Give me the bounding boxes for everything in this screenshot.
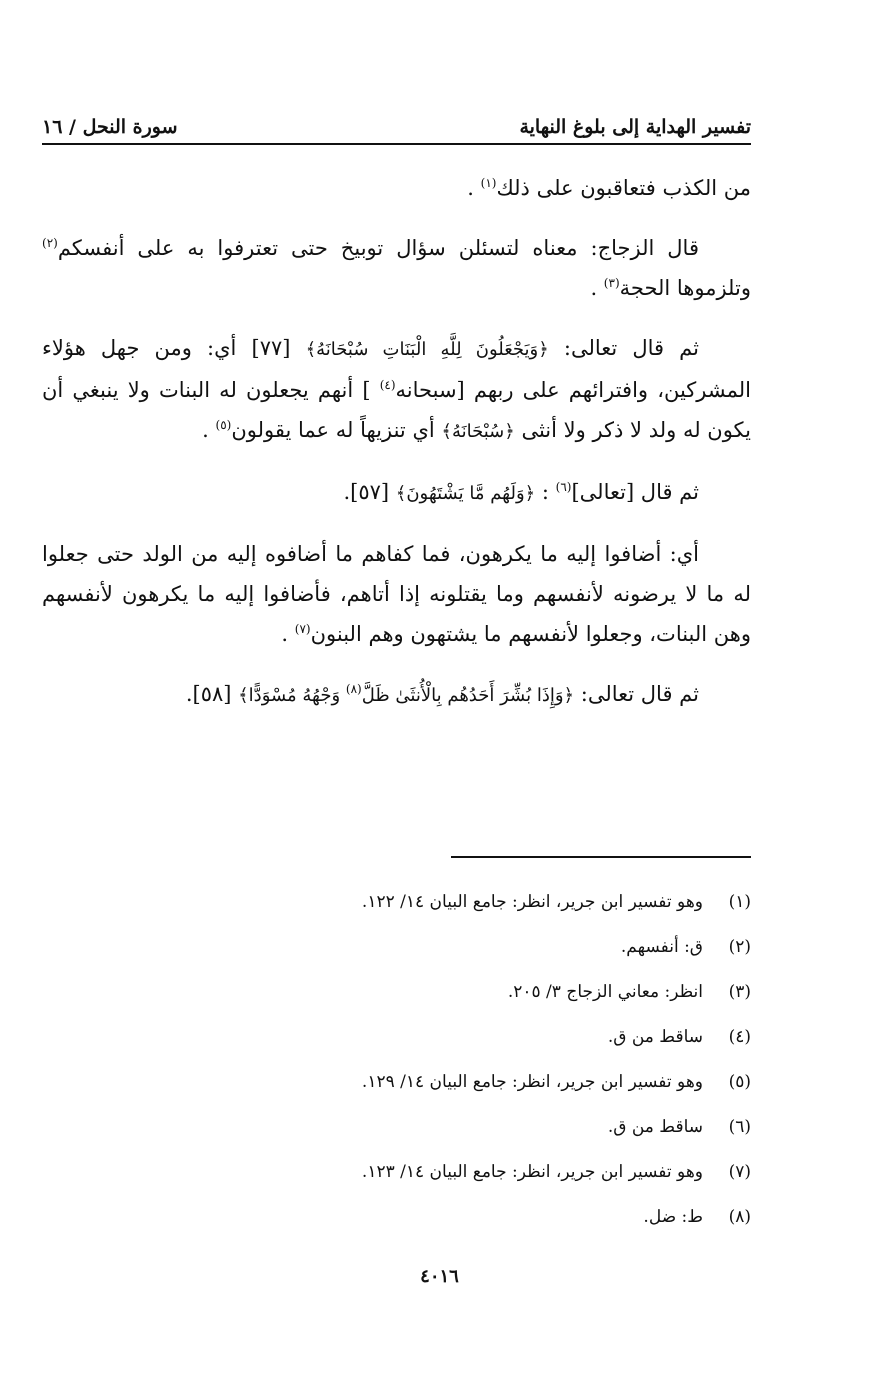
text-run: أي: أضافوا إليه ما يكرهون، فما كفاهم ما أضافوه إليه من الولد حتى جعلوا له ما لا يرضونه لأنفسهم وما يقتلونه إذا أتاهم، فأضافوا إليه ما يكرهون لأنفسهم وهن البنات، وجعلوا لأنفسهم ما يشتهون وهم البنون (42, 542, 751, 646)
book-title: تفسير الهداية إلى بلوغ النهاية (519, 116, 751, 138)
text-run: . (467, 176, 481, 200)
surah-label: سورة النحل / ١٦ (42, 116, 178, 138)
quran-verse: ﴿سُبْحَانَهُ﴾ (441, 421, 515, 442)
text-run: أي تنزيهاً له عما يقولون (231, 418, 442, 442)
footnote-reference: (٣) (603, 276, 620, 290)
footnote-text: ساقط من ق. (607, 1117, 703, 1137)
footnote-item (100, 970, 751, 1015)
text-run: ثم قال تعالى: (548, 336, 699, 360)
footnote-number: (٣) (728, 982, 751, 1002)
quran-verse: ﴿وَيَجْعَلُونَ لِلَّهِ الْبَنَاتِ سُبْحَانَهُ﴾ (305, 339, 549, 360)
main-text (42, 168, 751, 736)
footnote-number: (٦) (728, 1117, 751, 1137)
footnote-reference: (٢) (42, 236, 58, 250)
footnote-number: (٤) (728, 1027, 751, 1047)
footnote-number: (٨) (728, 1207, 751, 1227)
footnote-reference: (٧) (294, 622, 311, 636)
text-run: ثم قال [تعالى] (571, 480, 699, 504)
quran-verse: ﴿وَلَهُم مَّا يَشْتَهُونَ﴾ (395, 483, 536, 504)
footnote-number: (٧) (728, 1162, 751, 1182)
footnote-text: وهو تفسير ابن جرير، انظر: جامع البيان ١٤/ ١٢٢. (361, 892, 703, 912)
quran-verse: وَجْهُهُ مُسْوَدًّا﴾ (238, 685, 346, 706)
footnote-item (100, 1060, 751, 1105)
text-run: [٥٨]. (185, 682, 239, 706)
text-run: وتلزموها الحجة (619, 276, 751, 300)
footnote-reference: (٨) (345, 682, 362, 696)
text-run: . (281, 622, 295, 646)
footnote-text: وهو تفسير ابن جرير، انظر: جامع البيان ١٤/ ١٢٣. (361, 1162, 703, 1182)
text-run: ] أنهم يجعلون له البنات ولا ينبغي أن يكون له ولد لا ذكر ولا أنثى (42, 378, 751, 442)
header-divider (42, 143, 751, 145)
paragraph (42, 228, 751, 308)
footnotes (100, 880, 751, 1240)
footnote-item (100, 1195, 751, 1240)
running-header (42, 104, 751, 138)
footnote-text: انظر: معاني الزجاج ٣/ ٢٠٥. (507, 982, 703, 1002)
footnote-text: ق: أنفسهم. (620, 937, 703, 957)
footnote-text: ط: ضل. (643, 1207, 703, 1227)
footnote-reference: (١) (480, 176, 497, 190)
footnote-item (100, 1105, 751, 1150)
paragraph (42, 168, 751, 208)
quran-verse: ﴿وَإِذَا بُشِّرَ أَحَدُهُم بِالْأُنثَىٰ ظَلَّ (361, 685, 575, 706)
text-run: [٧٧] أي: ومن جهل هؤلاء المشركين، وافترائهم على ربهم [سبحانه (42, 336, 752, 402)
paragraph (42, 472, 751, 514)
paragraph (42, 328, 751, 452)
text-run: من الكذب فتعاقبون على ذلك (496, 176, 751, 200)
footnote-number: (٥) (728, 1072, 751, 1092)
footnote-reference: (٥) (215, 418, 232, 432)
paragraph (42, 674, 751, 716)
footnote-item (100, 880, 751, 925)
footnote-reference: (٤) (379, 378, 396, 392)
footnote-item (100, 1015, 751, 1060)
footnote-reference: (٦) (555, 480, 572, 494)
page-number: ٤٠١٦ (420, 1266, 459, 1287)
footnote-text: وهو تفسير ابن جرير، انظر: جامع البيان ١٤/ ١٢٩. (361, 1072, 703, 1092)
text-run: [٥٧]. (343, 480, 396, 504)
text-run: . (590, 276, 604, 300)
footnote-item (100, 1150, 751, 1195)
footnote-divider (451, 856, 751, 858)
footnote-item (100, 925, 751, 970)
text-run: قال الزجاج: معناه لتسئلن سؤال توبيخ حتى تعترفوا به على أنفسكم (57, 236, 699, 260)
text-run: ثم قال تعالى: (574, 682, 699, 706)
text-run: : (535, 480, 556, 504)
footnote-number: (١) (728, 892, 751, 912)
footnote-text: ساقط من ق. (607, 1027, 703, 1047)
paragraph (42, 534, 751, 654)
text-run: . (202, 418, 216, 442)
footnote-number: (٢) (728, 937, 751, 957)
